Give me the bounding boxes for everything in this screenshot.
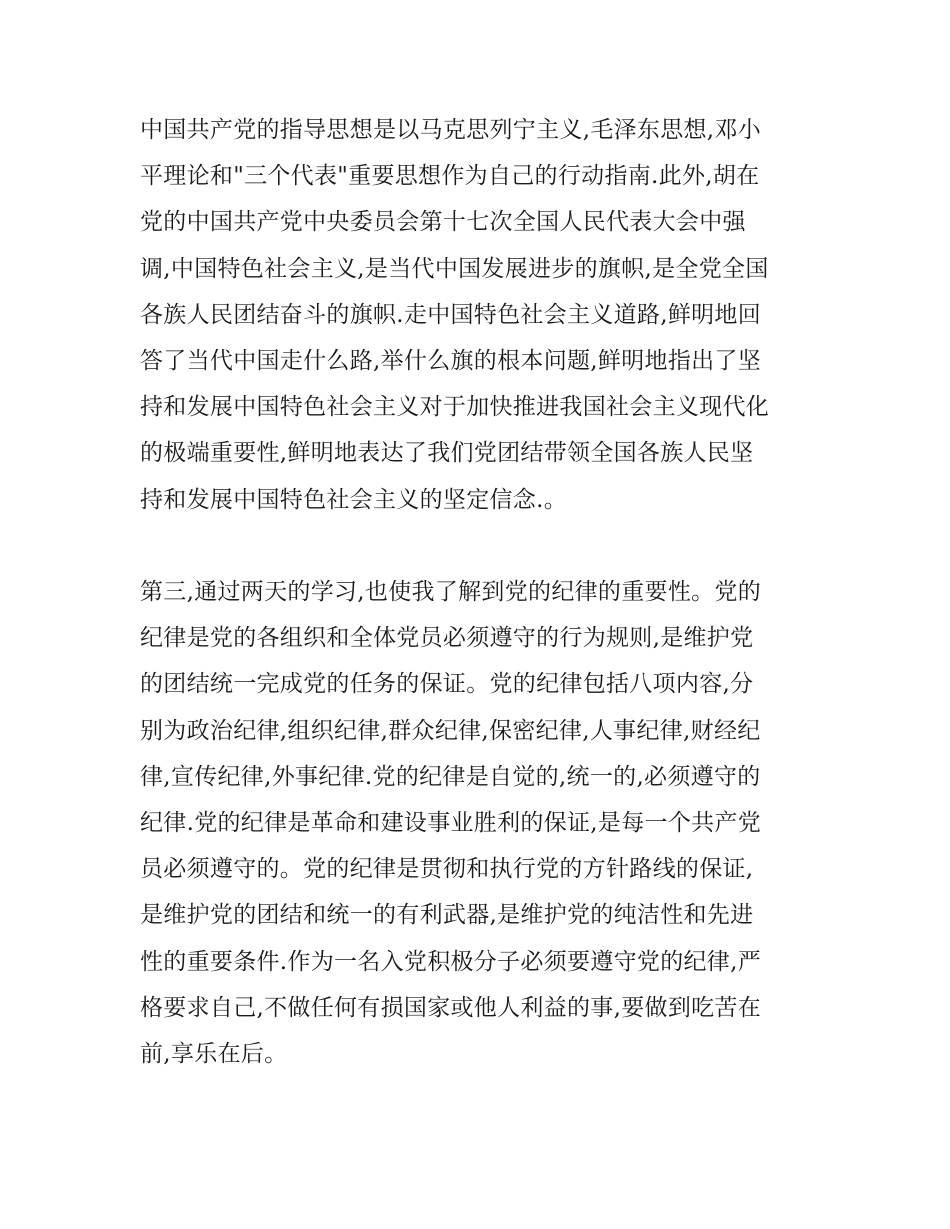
text-line: 纪律是党的各组织和全体党员必须遵守的行为规则,是维护党 <box>140 625 754 652</box>
text-line: 中国共产党的指导思想是以马克思列宁主义,毛泽东思想,邓小 <box>140 117 762 143</box>
text-line: 调,中国特色社会主义,是当代中国发展进步的旗帜,是全党全国 <box>140 255 769 282</box>
text-line: 性的重要条件.作为一名入党积极分子必须要遵守党的纪律,严 <box>140 948 762 975</box>
text-line: 员必须遵守的。党的纪律是贯彻和执行党的方针路线的保证, <box>140 856 754 883</box>
text-line: 律,宣传纪律,外事纪律.党的纪律是自觉的,统一的,必须遵守的 <box>140 763 761 790</box>
text-line: 第三,通过两天的学习,也使我了解到党的纪律的重要性。党的 <box>140 579 762 605</box>
text-line: 平理论和"三个代表"重要思想作为自己的行动指南.此外,胡在 <box>140 163 760 190</box>
text-line: 持和发展中国特色社会主义对于加快推进我国社会主义现代化 <box>140 394 770 421</box>
text-line: 纪律.党的纪律是革命和建设事业胜利的保证,是每一个共产党 <box>140 809 762 836</box>
text-line: 各族人民团结奋斗的旗帜.走中国特色社会主义道路,鲜明地回 <box>140 301 762 328</box>
text-line: 是维护党的团结和统一的有利武器,是维护党的纯洁性和先进 <box>140 902 754 929</box>
text-line: 别为政治纪律,组织纪律,群众纪律,保密纪律,人事纪律,财经纪 <box>140 717 761 744</box>
text-line: 答了当代中国走什么路,举什么旗的根本问题,鲜明地指出了坚 <box>140 347 762 374</box>
text-line: 持和发展中国特色社会主义的坚定信念.。 <box>140 486 568 513</box>
text-line: 党的中国共产党中央委员会第十七次全国人民代表大会中强 <box>140 209 746 236</box>
text-line: 的团结统一完成党的任务的保证。党的纪律包括八项内容,分 <box>140 671 754 698</box>
paragraph-party-discipline <box>140 569 820 1077</box>
text-line: 前,享乐在后。 <box>140 1040 288 1067</box>
paragraph-guiding-ideology <box>140 107 820 523</box>
text-line: 的极端重要性,鲜明地表达了我们党团结带领全国各族人民坚 <box>140 440 754 467</box>
text-line: 格要求自己,不做任何有损国家或他人利益的事,要做到吃苦在 <box>140 994 762 1021</box>
